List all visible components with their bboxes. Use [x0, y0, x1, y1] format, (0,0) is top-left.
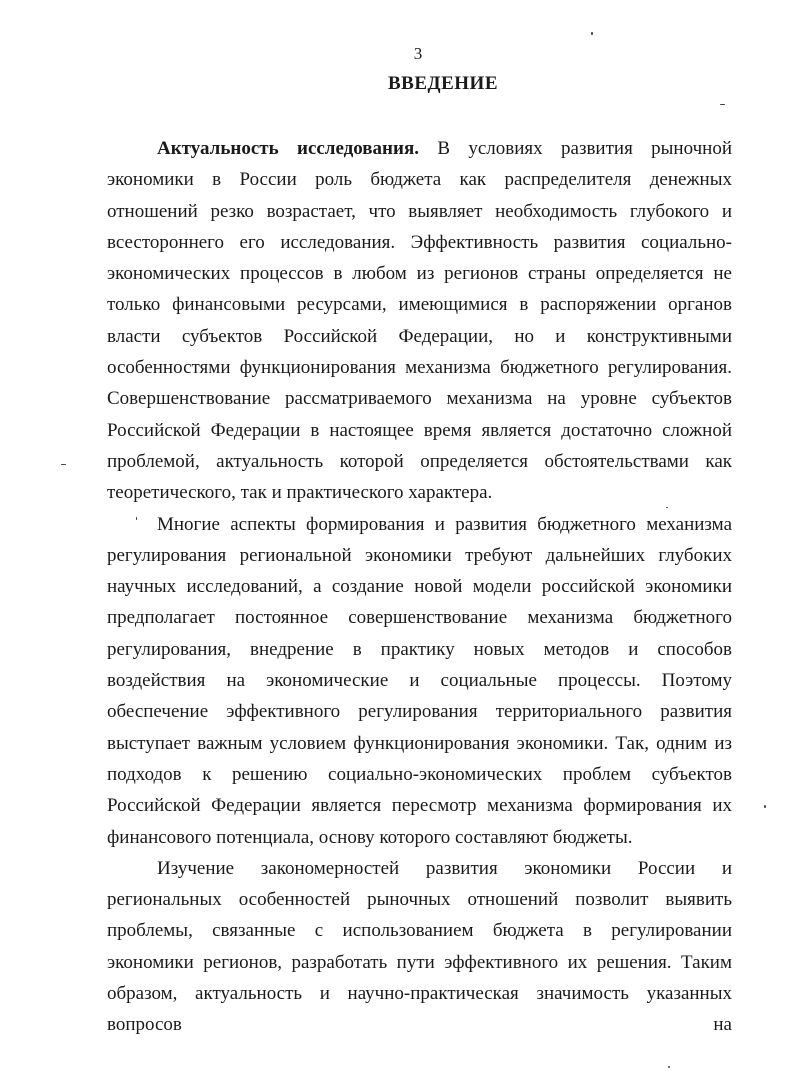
paragraph-study: Изучение закономерностей развития экономики России и региональных особенностей рыночных отношений позволит выявить проблемы, связанные с использованием бюджета в регулировании экономики регионов, разработать пути эффективного их решения. Таким образом, актуальность и научно-практическая значимость указанных вопросов на — [107, 857, 732, 1036]
page-number: 3 — [413, 44, 423, 63]
section-heading: ВВЕДЕНИЕ — [388, 73, 498, 94]
scan-speck — [668, 1066, 670, 1068]
paragraph-lead: Актуальность исследования. — [157, 138, 419, 159]
paragraph-aspects: Многие аспекты формирования и развития бюджетного механизма регулирования региональной экономики требуют дальнейших глубоких научных исследований, а создание новой модели российской экономики предполагает постоянное совершенствование механизма бюджетного регулирования, внедрение в практику новых методов и способов воздействия на экономические и социальные процессы. Поэтому обеспечение эффективного регулирования территориального развития выступает важным условием функционирования экономики. Так, одним из подходов к решению социально-экономических проблем субъектов Российской Федерации является пересмотр механизма формирования их финансового потенциала, основу которого составляют бюджеты. — [107, 513, 732, 848]
paragraph-text: В условиях развития рыночной экономики в России роль бюджета как распределителя денежных отношений резко возрастает, что выявляет необходимость глубокого и всестороннего его исследования. Эффективность развития социально-экономических процессов в любом из регионов страны определяется не только финансовыми ресурсами, имеющимися в распоряжении органов власти субъектов Российской Федерации, но и конструктивными особенностями функционирования механизма бюджетного регулирования. Совершенствование рассматриваемого механизма на уровне субъектов Российской Федерации в настоящее время является достаточно сложной проблемой, актуальность которой определяется обстоятельствами как теоретического, так и практического характера. — [107, 138, 732, 504]
scan-speck — [720, 104, 725, 105]
scan-speck — [666, 507, 668, 508]
scan-speck — [764, 805, 766, 808]
body-text — [107, 133, 732, 1041]
paragraph-relevance — [107, 133, 732, 509]
scan-speck — [136, 517, 137, 520]
scan-speck — [61, 464, 66, 465]
scan-speck — [591, 32, 593, 35]
